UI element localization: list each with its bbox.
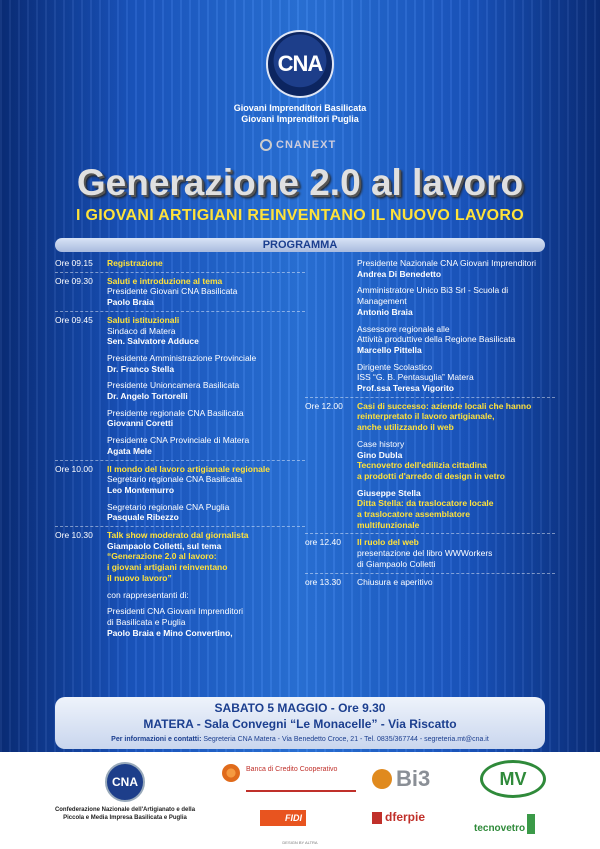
event-title: Generazione 2.0 al lavoro [76, 162, 524, 203]
entry-role: Presidenti CNA Giovani Imprenditori [107, 606, 244, 617]
org-line-1: Giovani Imprenditori Basilicata [233, 103, 367, 113]
entry-name: Agata Mele [107, 445, 152, 456]
programma-bar: PROGRAMMA [55, 238, 545, 252]
entry-body [107, 530, 305, 638]
entry-body [357, 537, 555, 569]
entry-role: con rappresentanti di: [107, 589, 189, 600]
entry-role: di Basilicata e Puglia [107, 616, 186, 627]
event-info-box [55, 697, 545, 749]
program-entry [305, 537, 555, 569]
entry-title: Saluti e introduzione al tema [107, 275, 223, 286]
entry-time: Ore 12.00 [305, 400, 343, 411]
program-entry [55, 315, 305, 457]
entry-divider [55, 311, 305, 312]
entry-divider [55, 460, 305, 461]
event-subtitle: I GIOVANI ARTIGIANI REINVENTANO IL NUOVO LAVORO [76, 207, 524, 224]
banca-logo: Banca di Credito Cooperativo [246, 766, 356, 792]
entry-title: Registrazione [107, 258, 163, 268]
entry-role: presentazione del libro WWWorkers [357, 548, 493, 559]
entry-body [107, 276, 305, 308]
entry-name: Andrea Di Benedetto [357, 268, 442, 279]
entry-title: Casi di successo: aziende locali che hanno [357, 400, 532, 411]
contact-label: Per informazioni e contatti: [111, 736, 202, 743]
bi3-logo: Bi3 [372, 766, 444, 792]
sponsor-footer [0, 752, 600, 849]
entry-time: Ore 09.30 [55, 275, 93, 286]
entry-title: i giovani artigiani reinventano [107, 562, 228, 573]
entry-role: Chiusura e aperitivo [357, 576, 433, 587]
entry-title: a traslocatore assemblatore [357, 509, 470, 520]
entry-divider [305, 533, 555, 534]
dferpie-box-icon [372, 812, 382, 824]
entry-role: Presidente Amministrazione Provinciale [107, 352, 257, 363]
entry-name: Dr. Angelo Tortorelli [107, 391, 188, 402]
entry-title: reinterpretato il lavoro artigianale, [357, 411, 495, 422]
entry-role: Segretario regionale CNA Basilicata [107, 474, 243, 485]
entry-time: Ore 10.00 [55, 463, 93, 474]
entry-divider [55, 526, 305, 527]
program-entry [305, 401, 555, 531]
entry-role: Presidente Giovani CNA Basilicata [107, 286, 238, 297]
entry-role: ISS “G. B. Pentasuglia” Matera [357, 372, 474, 383]
design-credit: DESIGN BY ALTRA [282, 840, 318, 845]
cna-footer-logo-icon: CNA [105, 762, 145, 802]
contact-text: Segreteria CNA Matera - Via Benedetto Croce, 21 - Tel. 0835/367744 - segreteria.mt@cna.it [203, 736, 489, 743]
program-entry [55, 530, 305, 638]
cna-logo-icon: CNA [266, 30, 334, 98]
entry-name: Dr. Franco Stella [107, 363, 175, 374]
entry-divider [305, 573, 555, 574]
entry-title: multifunzionale [357, 519, 420, 530]
entry-body [357, 401, 555, 531]
program-entry [55, 258, 305, 269]
entry-title: a prodotti d'arredo di design in vetro [357, 470, 505, 481]
entry-name: Gino Dubla [357, 449, 403, 460]
entry-body [357, 258, 555, 394]
tecnovetro-logo: tecnovetro [474, 814, 544, 828]
entry-name: Paolo Braia e Mino Convertino, [107, 627, 233, 638]
entry-title: Ditta Stella: da traslocatore locale [357, 498, 494, 509]
entry-body [107, 464, 305, 524]
entry-role: Presidente Unioncamera Basilicata [107, 380, 240, 391]
cnanext-logo [260, 136, 340, 154]
program-right-column [305, 258, 555, 587]
entry-role: Sindaco di Matera [107, 325, 176, 336]
event-venue: MATERA - Sala Convegni “Le Monacelle” - Via Riscatto [143, 717, 457, 731]
cnanext-label: CNANEXT [276, 139, 337, 151]
entry-name: Giampaolo Colletti, sul tema [107, 540, 222, 551]
entry-name: Sen. Salvatore Adduce [107, 336, 199, 347]
event-date: SABATO 5 MAGGIO - Ore 9.30 [214, 701, 386, 715]
entry-role: Attività produttive della Regione Basilicata [357, 334, 516, 345]
entry-time: Ore 09.45 [55, 314, 93, 325]
program-left-column [55, 258, 305, 638]
fidi-logo: FIDI [260, 810, 306, 826]
mv-logo-icon: MV [480, 760, 546, 798]
entry-title: il nuovo lavoro” [107, 572, 172, 583]
entry-divider [55, 272, 305, 273]
entry-title: Il ruolo del web [357, 537, 419, 548]
entry-body [107, 258, 305, 269]
entry-name: Giuseppe Stella [357, 487, 421, 498]
dferpie-logo: dferpie [372, 810, 452, 828]
entry-role: di Giampaolo Colletti [357, 558, 436, 569]
entry-role: Case history [357, 438, 405, 449]
entry-title: “Generazione 2.0 al lavoro: [107, 551, 217, 562]
entry-name: Marcello Pittella [357, 344, 422, 355]
program-entry [305, 258, 555, 394]
entry-role: Presidente Nazionale CNA Giovani Imprenditori [357, 258, 537, 268]
entry-role: Assessore regionale alle [357, 323, 450, 334]
entry-title: Il mondo del lavoro artigianale regionale [107, 463, 270, 474]
event-contact [55, 736, 545, 743]
entry-role: Dirigente Scolastico [357, 361, 433, 372]
entry-name: Giovanni Coretti [107, 418, 174, 429]
program-entry [55, 464, 305, 524]
program-entry [55, 276, 305, 308]
entry-title: Tecnovetro dell'edilizia cittadina [357, 460, 487, 471]
entry-role: Amministratore Unico Bi3 Srl - Scuola di Management [357, 285, 509, 307]
entry-role: Segretario regionale CNA Puglia [107, 501, 230, 512]
poster-header [0, 0, 600, 251]
entry-name: Prof.ssa Teresa Vigorito [357, 383, 454, 394]
entry-body [357, 577, 555, 588]
entry-time: ore 12.40 [305, 537, 341, 548]
entry-title: Saluti istituzionali [107, 314, 180, 325]
program-entry [305, 577, 555, 588]
entry-divider [305, 397, 555, 398]
cnanext-circle-icon [260, 139, 272, 151]
entry-title: anche utilizzando il web [357, 422, 454, 433]
tecnovetro-bar-icon [527, 814, 535, 834]
entry-name: Antonio Braia [357, 306, 413, 317]
entry-name: Paolo Braia [107, 297, 154, 308]
banca-flower-icon [222, 764, 240, 782]
entry-title: Talk show moderato dal giornalista [107, 530, 249, 541]
entry-time: Ore 09.15 [55, 258, 93, 268]
entry-role: Presidente regionale CNA Basilicata [107, 407, 244, 418]
entry-time: ore 13.30 [305, 576, 341, 587]
entry-role: Presidente CNA Provinciale di Matera [107, 435, 250, 446]
entry-time: Ore 10.30 [55, 530, 93, 541]
entry-body [107, 315, 305, 457]
cna-footer-caption: Confederazione Nazionale dell'Artigianato e della Piccola e Media Impresa Basilicata e Puglia [54, 807, 196, 821]
bi3-dot-icon [372, 769, 392, 789]
entry-name: Leo Montemurro [107, 484, 175, 495]
org-line-2: Giovani Imprenditori Puglia [241, 114, 359, 124]
entry-name: Pasquale Ribezzo [107, 512, 179, 523]
